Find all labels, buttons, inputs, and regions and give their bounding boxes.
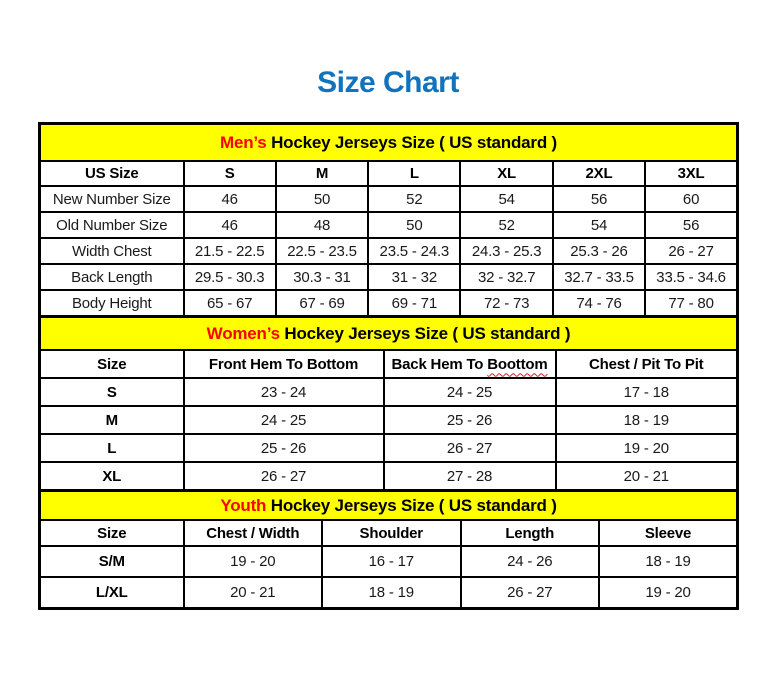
value-cell: 19 - 20 [184,546,323,577]
value-cell: 54 [553,212,645,238]
value-cell: 60 [645,186,737,212]
value-cell: 19 - 20 [599,577,738,609]
value-cell: 30.3 - 31 [276,264,368,290]
value-cell: 16 - 17 [322,546,461,577]
value-cell: 26 - 27 [384,434,556,462]
column-header-cell: Size [40,350,184,378]
column-header-cell: Size [40,520,184,546]
womens-section-band [40,317,738,351]
value-cell: 32.7 - 33.5 [553,264,645,290]
misspelled-word: Boottom [487,355,548,373]
value-cell: 29.5 - 30.3 [184,264,276,290]
column-header-cell: 3XL [645,161,737,186]
value-cell: 33.5 - 34.6 [645,264,737,290]
column-header-cell: 2XL [553,161,645,186]
mens-column-header-row [40,161,738,186]
table-row [40,378,738,406]
table-row [40,212,738,238]
column-header-cell: Chest / Width [184,520,323,546]
value-cell: 52 [460,212,552,238]
mens-section-title [40,124,738,162]
column-header-cell: Sleeve [599,520,738,546]
value-cell: 21.5 - 22.5 [184,238,276,264]
size-tables-container [38,122,739,610]
value-cell: 25.3 - 26 [553,238,645,264]
value-cell: 22.5 - 23.5 [276,238,368,264]
value-cell: 26 - 27 [184,462,384,491]
value-cell: 32 - 32.7 [460,264,552,290]
row-label-cell: S/M [40,546,184,577]
value-cell: 24 - 25 [384,378,556,406]
value-cell: 77 - 80 [645,290,737,317]
mens-section-title-highlight: Men’s [220,132,267,152]
row-label-cell: New Number Size [40,186,184,212]
column-header-cell: L [368,161,460,186]
column-header-cell: XL [460,161,552,186]
youth-section-band [40,491,738,521]
table-row [40,577,738,609]
value-cell: 27 - 28 [384,462,556,491]
column-header-cell: S [184,161,276,186]
mens-section-band [40,124,738,162]
womens-column-header-row [40,350,738,378]
value-cell: 24.3 - 25.3 [460,238,552,264]
value-cell: 69 - 71 [368,290,460,317]
table-row [40,186,738,212]
column-header-cell: M [276,161,368,186]
row-label-cell: Old Number Size [40,212,184,238]
mens-section-title-rest: Hockey Jerseys Size ( US standard ) [266,132,557,152]
value-cell: 23 - 24 [184,378,384,406]
page-title: Size Chart [317,66,459,99]
value-cell: 56 [645,212,737,238]
value-cell: 25 - 26 [384,406,556,434]
value-cell: 19 - 20 [556,434,738,462]
row-label-cell: L [40,434,184,462]
column-header-cell: Back Hem To Boottom [384,350,556,378]
column-header-cell: US Size [40,161,184,186]
column-header-cell: Chest / Pit To Pit [556,350,738,378]
table-row [40,264,738,290]
value-cell: 26 - 27 [645,238,737,264]
column-header-cell: Front Hem To Bottom [184,350,384,378]
value-cell: 54 [460,186,552,212]
value-cell: 46 [184,212,276,238]
row-label-cell: L/XL [40,577,184,609]
table-row [40,406,738,434]
value-cell: 74 - 76 [553,290,645,317]
youth-column-header-row [40,520,738,546]
table-row [40,462,738,491]
table-row [40,546,738,577]
womens-section-title [40,317,738,351]
mens-size-table [38,122,739,318]
value-cell: 46 [184,186,276,212]
value-cell: 24 - 26 [461,546,600,577]
value-cell: 18 - 19 [556,406,738,434]
youth-section-title-rest: Hockey Jerseys Size ( US standard ) [266,495,557,515]
value-cell: 20 - 21 [556,462,738,491]
value-cell: 18 - 19 [322,577,461,609]
column-header-cell: Length [461,520,600,546]
womens-size-table [38,315,739,492]
value-cell: 67 - 69 [276,290,368,317]
value-cell: 17 - 18 [556,378,738,406]
row-label-cell: S [40,378,184,406]
table-row [40,434,738,462]
column-header-cell: Shoulder [322,520,461,546]
row-label-cell: Back Length [40,264,184,290]
womens-section-title-highlight: Women’s [206,323,280,343]
value-cell: 25 - 26 [184,434,384,462]
row-label-cell: Width Chest [40,238,184,264]
youth-section-title [40,491,738,521]
youth-size-table [38,489,739,610]
value-cell: 65 - 67 [184,290,276,317]
value-cell: 24 - 25 [184,406,384,434]
value-cell: 31 - 32 [368,264,460,290]
value-cell: 18 - 19 [599,546,738,577]
row-label-cell: XL [40,462,184,491]
value-cell: 52 [368,186,460,212]
value-cell: 56 [553,186,645,212]
value-cell: 48 [276,212,368,238]
value-cell: 20 - 21 [184,577,323,609]
womens-section-title-rest: Hockey Jerseys Size ( US standard ) [279,323,571,343]
value-cell: 50 [368,212,460,238]
table-row [40,238,738,264]
table-row [40,290,738,317]
value-cell: 72 - 73 [460,290,552,317]
value-cell: 50 [276,186,368,212]
value-cell: 23.5 - 24.3 [368,238,460,264]
row-label-cell: Body Height [40,290,184,317]
row-label-cell: M [40,406,184,434]
youth-section-title-highlight: Youth [220,495,267,515]
value-cell: 26 - 27 [461,577,600,609]
